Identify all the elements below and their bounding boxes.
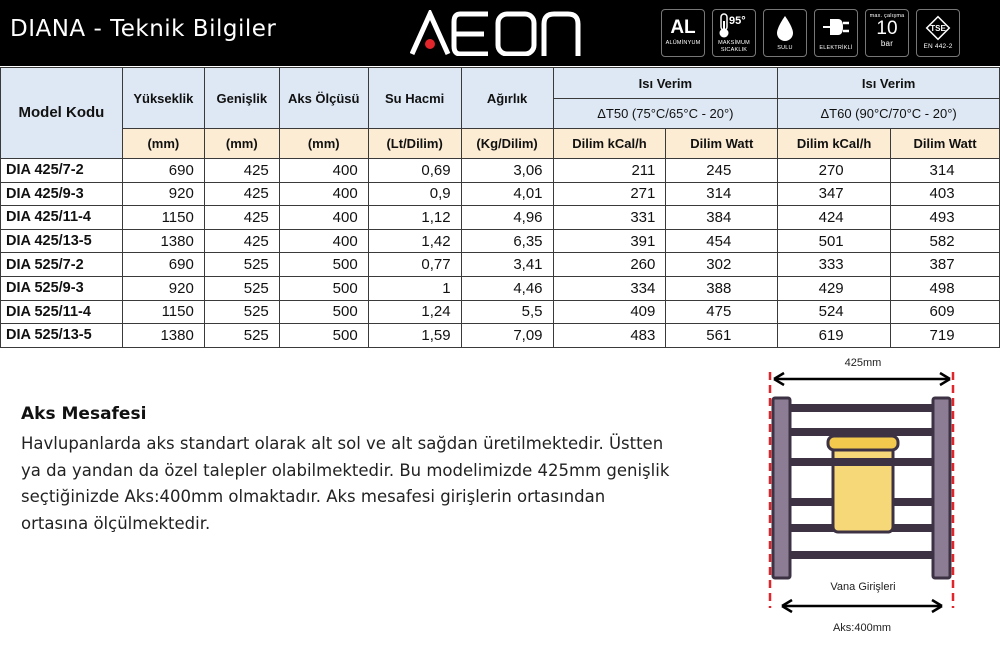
table-cell: 920 (122, 182, 204, 206)
header-dt50: ΔT50 (75°C/65°C - 20°) (553, 99, 778, 129)
table-cell: 302 (666, 253, 778, 277)
table-cell: 425 (204, 229, 279, 253)
header-width: Genişlik (204, 68, 279, 129)
header-model: Model Kodu (1, 68, 123, 159)
electric-badge: ELEKTRİKLİ (814, 9, 858, 57)
table-cell: 690 (122, 159, 204, 183)
table-cell: 424 (778, 206, 891, 230)
table-cell: 314 (891, 159, 1000, 183)
technical-specs-table (0, 67, 1000, 348)
header-weight: Ağırlık (461, 68, 553, 129)
table-cell: 609 (891, 300, 1000, 324)
table-cell: 525 (204, 253, 279, 277)
tse-certificate-badge: TSE EN 442-2 (916, 9, 960, 57)
table-cell: 270 (778, 159, 891, 183)
table-cell: 719 (891, 324, 1000, 348)
unit-axis: (mm) (279, 129, 368, 159)
water-drop-icon (774, 14, 796, 42)
table-cell: 525 (204, 276, 279, 300)
unit-height: (mm) (122, 129, 204, 159)
table-cell: 333 (778, 253, 891, 277)
table-cell: 454 (666, 229, 778, 253)
max-temperature-badge: 95° MAKSİMUM SICAKLIK (712, 9, 756, 57)
spec-rows (1, 159, 1000, 348)
page-title: DIANA - Teknik Bilgiler (10, 16, 277, 42)
table-cell: 384 (666, 206, 778, 230)
valve-inlets-label: Vana Girişleri (830, 581, 896, 593)
table-cell: 500 (279, 300, 368, 324)
table-row (1, 206, 1000, 230)
header-axis: Aks Ölçüsü (279, 68, 368, 129)
table-cell: 1,12 (368, 206, 461, 230)
table-row (1, 182, 1000, 206)
table-cell: 388 (666, 276, 778, 300)
model-code-cell: DIA 425/7-2 (1, 159, 123, 183)
unit-kcal-dt60: Dilim kCal/h (778, 129, 891, 159)
unit-kcal-dt50: Dilim kCal/h (553, 129, 666, 159)
table-cell: 500 (279, 276, 368, 300)
model-code-cell: DIA 525/7-2 (1, 253, 123, 277)
table-cell: 7,09 (461, 324, 553, 348)
table-cell: 331 (553, 206, 666, 230)
table-cell: 3,06 (461, 159, 553, 183)
table-cell: 1,24 (368, 300, 461, 324)
aeon-logo (410, 10, 582, 56)
axis-distance-title: Aks Mesafesi (21, 404, 147, 424)
table-cell: 425 (204, 159, 279, 183)
unit-water: (Lt/Dilim) (368, 129, 461, 159)
table-cell: 1,59 (368, 324, 461, 348)
table-cell: 403 (891, 182, 1000, 206)
table-row (1, 276, 1000, 300)
table-cell: 483 (553, 324, 666, 348)
table-cell: 271 (553, 182, 666, 206)
table-cell: 561 (666, 324, 778, 348)
table-cell: 1 (368, 276, 461, 300)
table-cell: 347 (778, 182, 891, 206)
table-cell: 0,77 (368, 253, 461, 277)
table-cell: 498 (891, 276, 1000, 300)
model-code-cell: DIA 525/13-5 (1, 324, 123, 348)
table-cell: 920 (122, 276, 204, 300)
working-pressure-badge: max. çalışma 10 bar (865, 9, 909, 57)
left-column (773, 398, 790, 578)
table-row (1, 159, 1000, 183)
towel-icon (833, 442, 893, 532)
table-cell: 500 (279, 324, 368, 348)
table-cell: 6,35 (461, 229, 553, 253)
table-cell: 475 (666, 300, 778, 324)
table-cell: 425 (204, 206, 279, 230)
table-cell: 4,96 (461, 206, 553, 230)
model-code-cell: DIA 525/11-4 (1, 300, 123, 324)
axis-distance-label: Aks:400mm (832, 622, 892, 634)
table-cell: 1,42 (368, 229, 461, 253)
header-heat-output-2: Isı Verim (778, 68, 1000, 99)
table-cell: 0,9 (368, 182, 461, 206)
table-row (1, 253, 1000, 277)
table-cell: 400 (279, 206, 368, 230)
table-cell: 314 (666, 182, 778, 206)
unit-watt-dt60: Dilim Watt (891, 129, 1000, 159)
unit-width: (mm) (204, 129, 279, 159)
table-cell: 690 (122, 253, 204, 277)
table-cell: 4,01 (461, 182, 553, 206)
table-cell: 400 (279, 159, 368, 183)
table-row (1, 324, 1000, 348)
unit-weight: (Kg/Dilim) (461, 129, 553, 159)
table-cell: 245 (666, 159, 778, 183)
axis-distance-description: Havlupanlarda aks standart olarak alt sol ve alt sağdan üretilmektedir. Üstten ya da yandan da özel talepler olabilmektedir. Bu modelimizde 425mm genişlik seçtiğinizde Aks:400mm olmaktadır. Aks mesafesi girişlerin ortasından ortasına ölçülmektedir. (21, 434, 670, 533)
table-cell: 493 (891, 206, 1000, 230)
right-column (933, 398, 950, 578)
table-cell: 524 (778, 300, 891, 324)
table-cell: 1380 (122, 324, 204, 348)
model-code-cell: DIA 525/9-3 (1, 276, 123, 300)
table-cell: 525 (204, 300, 279, 324)
water-filled-badge: SULU (763, 9, 807, 57)
header-bar (0, 0, 1000, 66)
table-cell: 400 (279, 182, 368, 206)
model-code-cell: DIA 425/11-4 (1, 206, 123, 230)
header-water-volume: Su Hacmi (368, 68, 461, 129)
table-cell: 391 (553, 229, 666, 253)
table-cell: 500 (279, 253, 368, 277)
header-dt60: ΔT60 (90°C/70°C - 20°) (778, 99, 1000, 129)
feature-badges (661, 9, 960, 57)
table-cell: 4,46 (461, 276, 553, 300)
table-cell: 619 (778, 324, 891, 348)
table-cell: 1380 (122, 229, 204, 253)
table-cell: 429 (778, 276, 891, 300)
table-cell: 1150 (122, 206, 204, 230)
table-row (1, 300, 1000, 324)
table-cell: 1150 (122, 300, 204, 324)
table-cell: 211 (553, 159, 666, 183)
table-cell: 0,69 (368, 159, 461, 183)
table-cell: 334 (553, 276, 666, 300)
table-cell: 260 (553, 253, 666, 277)
tse-logo-text: TSE (930, 24, 946, 33)
towel-fold (828, 436, 898, 450)
plug-icon (821, 14, 851, 40)
table-cell: 3,41 (461, 253, 553, 277)
table-cell: 400 (279, 229, 368, 253)
aluminium-badge: AL ALÜMİNYUM (661, 9, 705, 57)
tse-logo-icon (924, 14, 952, 42)
model-code-cell: DIA 425/9-3 (1, 182, 123, 206)
table-cell: 425 (204, 182, 279, 206)
model-code-cell: DIA 425/13-5 (1, 229, 123, 253)
table-cell: 501 (778, 229, 891, 253)
radiator-axis-diagram (760, 350, 970, 640)
header-height: Yükseklik (122, 68, 204, 129)
unit-watt-dt50: Dilim Watt (666, 129, 778, 159)
table-cell: 409 (553, 300, 666, 324)
table-cell: 5,5 (461, 300, 553, 324)
table-cell: 582 (891, 229, 1000, 253)
table-cell: 525 (204, 324, 279, 348)
table-cell: 387 (891, 253, 1000, 277)
table-row (1, 229, 1000, 253)
header-heat-output-1: Isı Verim (553, 68, 778, 99)
width-label: 425mm (844, 357, 882, 369)
